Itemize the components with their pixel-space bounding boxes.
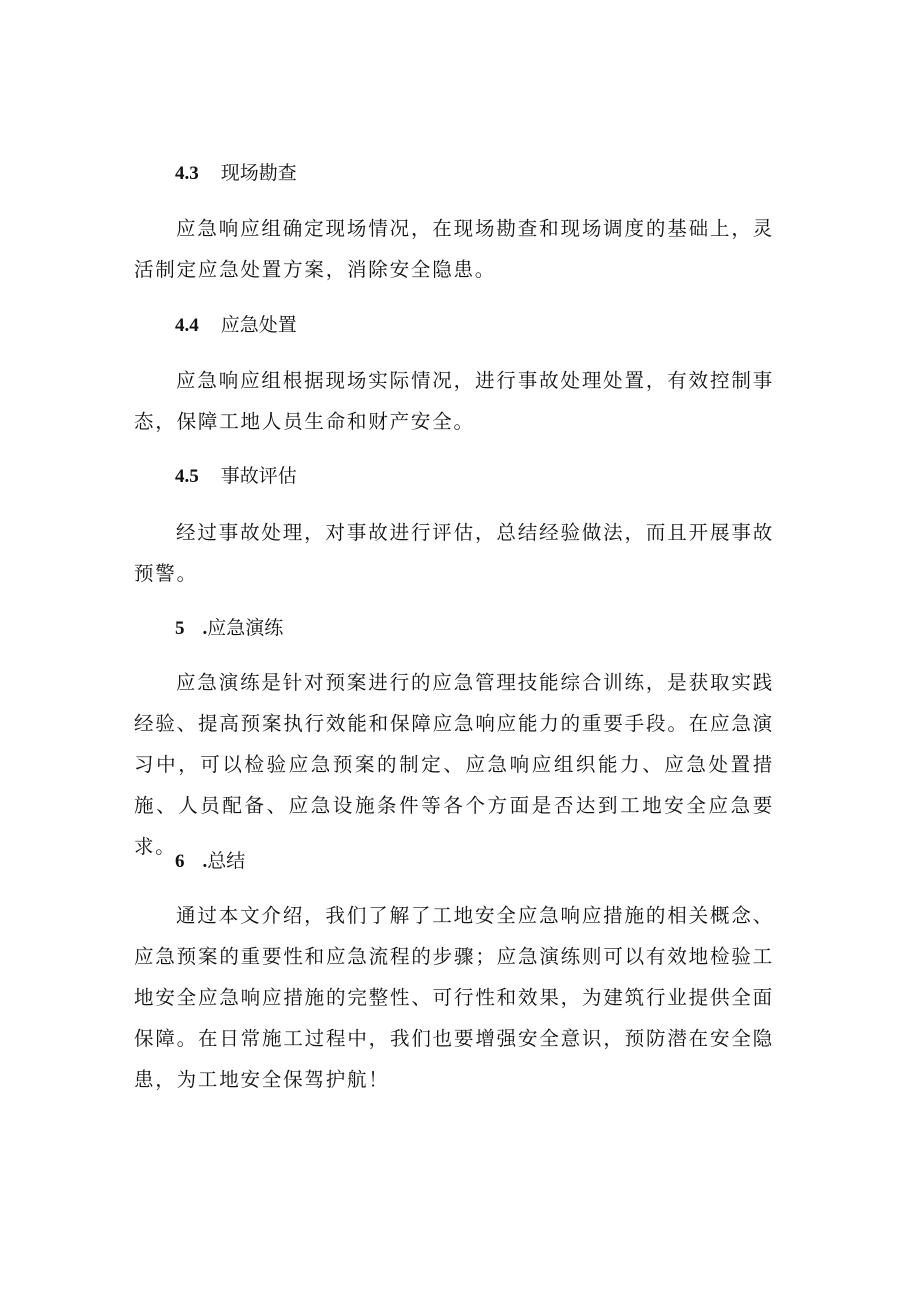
section-title: 应急处置 [220,314,297,336]
section-paragraph-5: 应急演练是针对预案进行的应急管理技能综合训练，是获取实践经验、提高预案执行效能和保障应急响应能力的重要手段。在应急演习中，可以检验应急预案的制定、应急响应组织能力、应急处置措施、人员配备、应急设施条件等各个方面是否达到工地安全应急要求。 [134,671,774,858]
section-heading-4-5 [175,464,297,489]
section-paragraph-4-3: 应急响应组确定现场情况，在现场勘查和现场调度的基础上，灵活制定应急处置方案，消除安全隐患。 [134,217,774,281]
section-number: 4.3 [175,163,199,184]
section-number: 6 [175,851,185,872]
section-paragraph-4-4: 应急响应组根据现场实际情况，进行事故处理处置，有效控制事态，保障工地人员生命和财产安全。 [134,369,774,433]
section-number: 4.4 [175,315,199,336]
section-heading-4-3 [175,161,297,186]
section-heading-6: 6 .总结 [175,850,246,872]
section-title: 应急演练 [207,617,284,639]
section-title: 总结 [207,850,246,872]
section-number: 4.5 [175,466,199,487]
section-paragraph-4-5: 经过事故处理，对事故进行评估，总结经验做法，而且开展事故预警。 [134,521,774,585]
section-title: 事故评估 [220,465,297,487]
section-paragraph-6: 通过本文介绍，我们了解了工地安全应急响应措施的相关概念、应急预案的重要性和应急流程的步骤；应急演练则可以有效地检验工地安全应急响应措施的完整性、可行性和效果，为建筑行业提供全面保障。在日常施工过程中，我们也要增强安全意识，预防潜在安全隐患，为工地安全保驾护航！ [134,904,774,1091]
section-heading-4-4 [175,313,297,338]
section-number: 5 [175,618,185,639]
section-heading-5: 5 .应急演练 [175,617,284,639]
section-title: 现场勘查 [220,162,297,184]
